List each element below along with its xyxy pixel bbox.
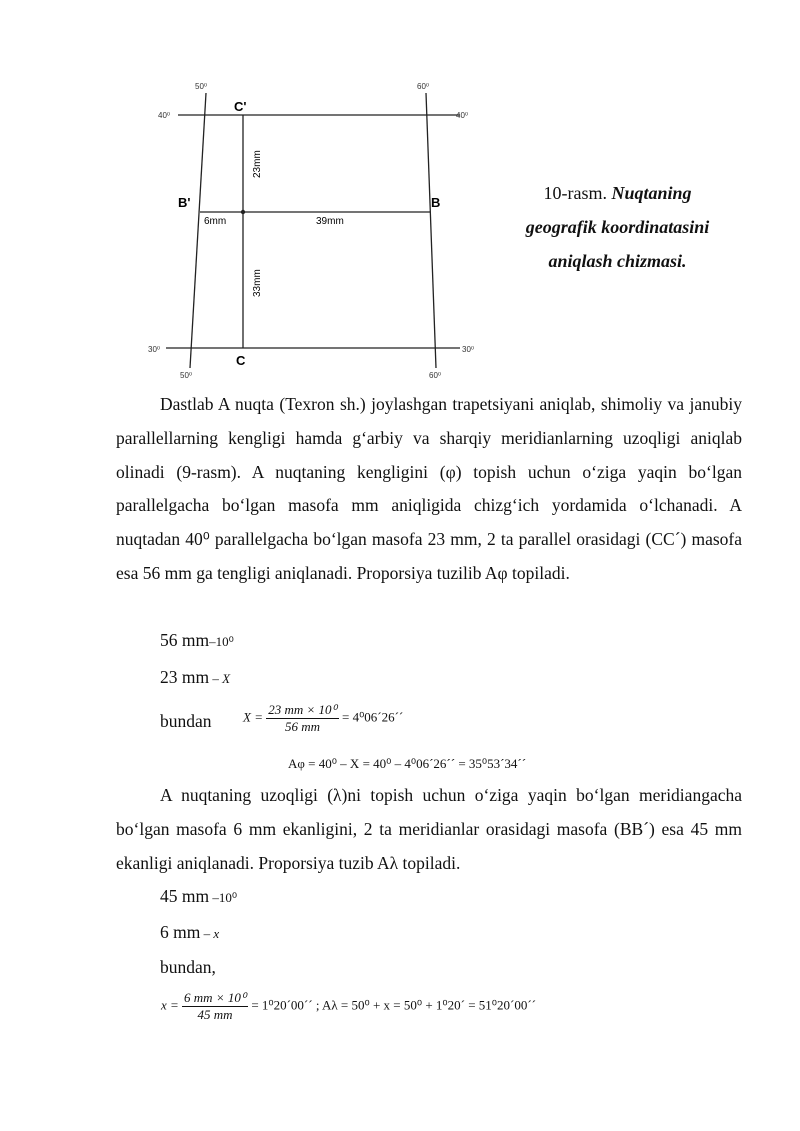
label-dim-23: 23mm: [252, 150, 263, 178]
prop2-bundan: bundan,: [160, 957, 216, 977]
proportion1-line1: [160, 630, 234, 651]
label-point-c-prime: C': [234, 99, 247, 114]
caption-title-line2: geografik koordinatasini: [525, 217, 710, 237]
prop2-formula-lhs: x =: [161, 997, 179, 1013]
label-lon-left-bottom: 50⁰: [180, 371, 193, 380]
caption-number: 10-rasm.: [543, 183, 612, 203]
prop1-fraction-num: 23 mm × 10⁰: [268, 702, 337, 717]
label-point-b-prime: B': [178, 195, 191, 210]
label-point-b: B: [431, 195, 441, 210]
meridian-50-line: [190, 93, 206, 368]
proportion2-line2: [160, 922, 219, 943]
proportion2-line1: [160, 886, 237, 907]
label-dim-6: 6mm: [204, 216, 227, 227]
label-dim-39: 39mm: [316, 216, 344, 227]
label-lat-top-left: 40⁰: [158, 111, 171, 120]
prop1-line1-math: –10⁰: [209, 634, 234, 649]
prop1-line1-text: 56 mm: [160, 630, 210, 650]
prop1-line2-math: – X: [209, 671, 231, 686]
paragraph-longitude: A nuqtaning uzoqligi (λ)ni topish uchun o‘ziga yaqin bo‘lgan meridiangacha bo‘lgan masofa 6 mm ekanligini, 2 ta meridianlar orasidagi masofa (BB´) esa 45 mm ekanligi aniqlanadi. Proporsiya tuzib Aλ topiladi.: [116, 785, 742, 873]
prop2-formula: [161, 990, 536, 1023]
label-lon-right-top: 60⁰: [417, 82, 430, 91]
prop1-formula: [243, 702, 403, 735]
prop2-line1-math: –10⁰: [209, 890, 238, 905]
label-lat-bottom-left: 30⁰: [148, 345, 161, 354]
meridian-60-line: [426, 93, 436, 368]
prop2-fraction-den: 45 mm: [197, 1007, 233, 1022]
label-lon-right-bottom: 60⁰: [429, 371, 442, 380]
paragraph-latitude: Dastlab A nuqta (Texron sh.) joylashgan trapetsiyani aniqlab, shimoliy va janubiy parallellarning kengligi hamda g‘arbiy va sharqiy meridianlarning uzoqligi aniqlab olinadi (9-rasm). A nuqtaning kengligini (φ) topish uchun o‘ziga yaqin bo‘lgan parallelgacha bo‘lgan masofa mm aniqligida chizg‘ich yordamida o‘lchanadi. A nuqtadan 40⁰ parallelgacha bo‘lgan masofa 23 mm, 2 ta parallel orasidagi (CC´) masofa esa 56 mm ga tengligi aniqlanadi. Proporsiya tuzilib Aφ topiladi.: [116, 394, 742, 583]
prop1-line2-text: 23 mm: [160, 667, 210, 687]
figure-caption: [505, 176, 730, 278]
prop1-bundan: bundan: [160, 711, 212, 731]
caption-title-line1: Nuqtaning: [611, 183, 692, 203]
prop2-line2-math: – x: [200, 926, 220, 941]
proportion1-line2: [160, 667, 230, 688]
prop2-fraction: [182, 990, 248, 1023]
label-dim-33: 33mm: [252, 269, 263, 297]
prop1-fraction-den: 56 mm: [284, 719, 320, 734]
point-a: [241, 210, 245, 214]
caption-title-line3: aniqlash chizmasi.: [548, 251, 687, 271]
label-lat-bottom-right: 30⁰: [462, 345, 475, 354]
label-lat-top-right: 40⁰: [456, 111, 469, 120]
prop1-result: Aφ = 40⁰ – X = 40⁰ – 4⁰06´26´´ = 35⁰53´34´´: [288, 756, 527, 771]
prop2-formula-rhs: = 1⁰20´00´´ ; Aλ = 50⁰ + x = 50⁰ + 1⁰20´ = 51⁰20´00´´: [251, 997, 536, 1013]
trapezoid-figure: [140, 75, 500, 385]
prop1-formula-lhs: X =: [243, 709, 263, 725]
prop1-formula-rhs: = 4⁰06´26´´: [341, 709, 404, 725]
prop1-fraction: [266, 702, 339, 735]
prop2-line2-text: 6 mm: [160, 922, 201, 942]
prop2-line1-text: 45 mm: [160, 886, 210, 906]
prop2-fraction-num: 6 mm × 10⁰: [184, 990, 247, 1005]
label-lon-left-top: 50⁰: [195, 82, 208, 91]
label-point-c: C: [236, 353, 246, 368]
